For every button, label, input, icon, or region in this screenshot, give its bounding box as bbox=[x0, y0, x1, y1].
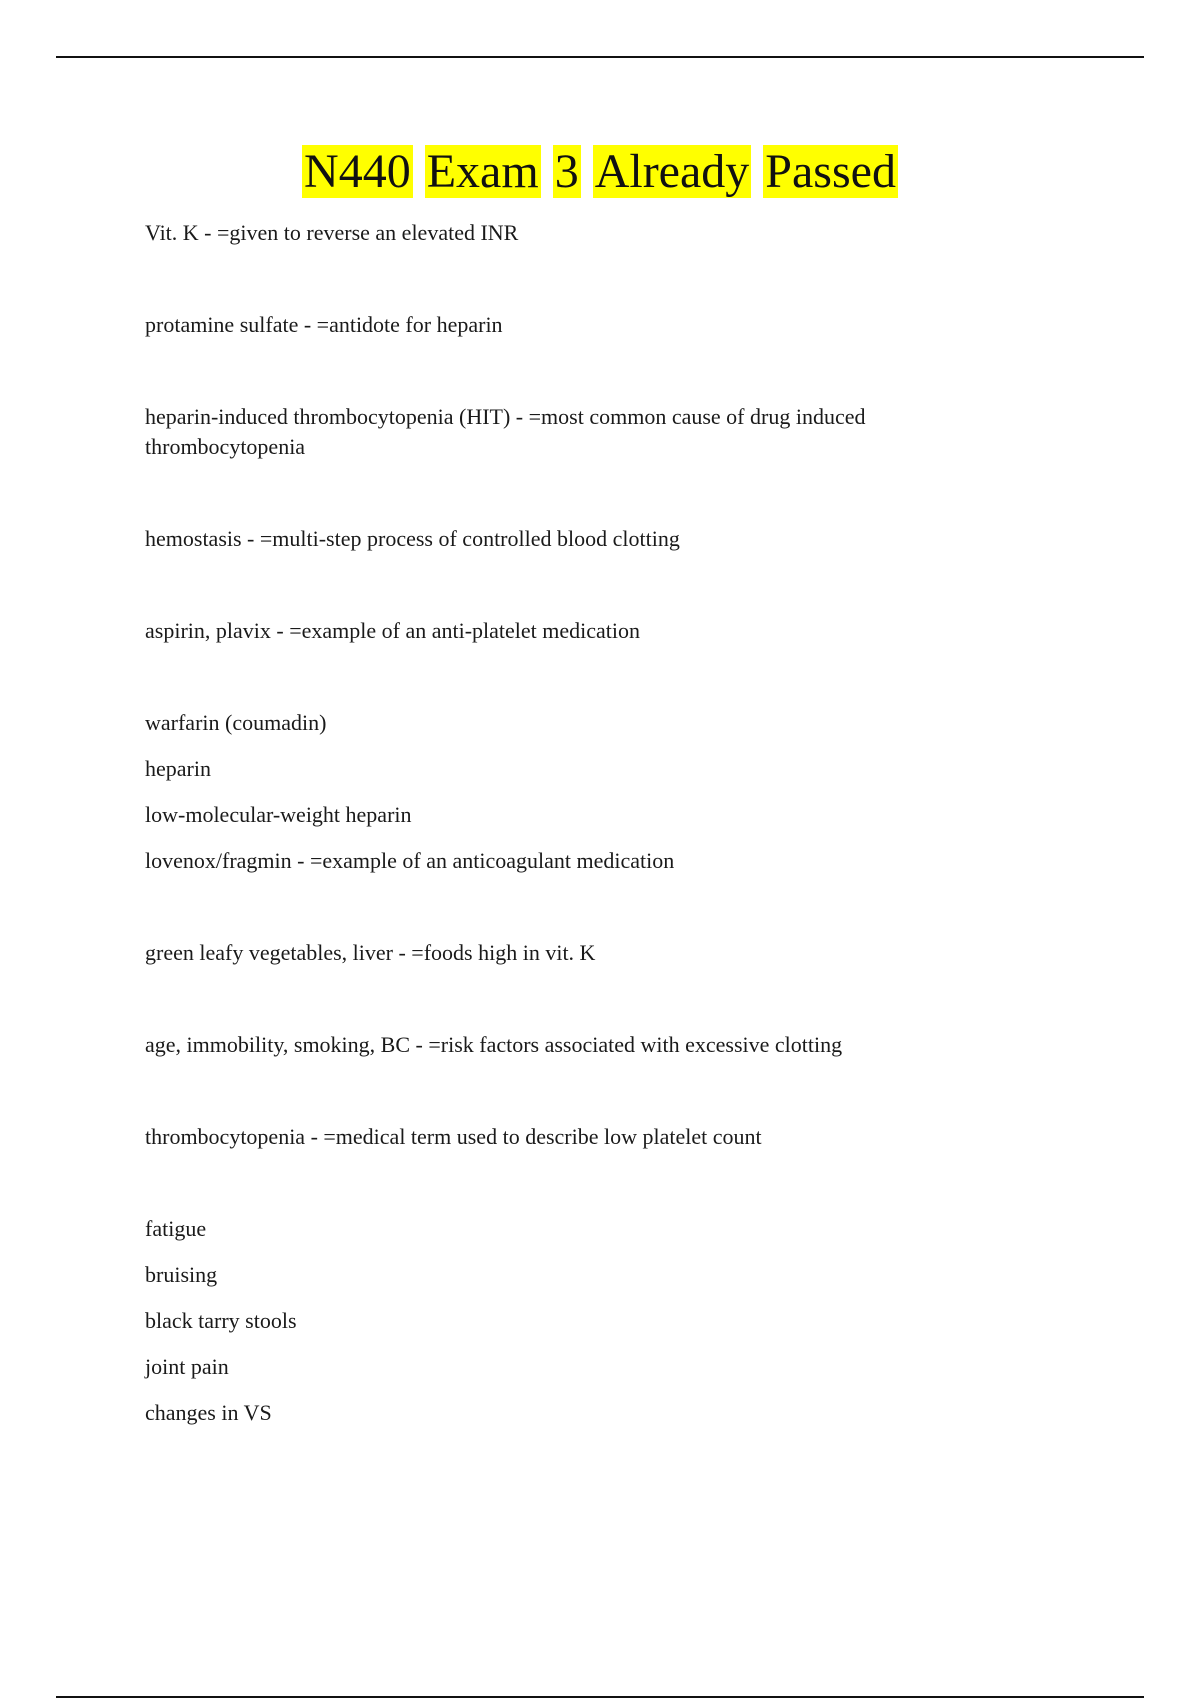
title-word-3: 3 bbox=[554, 145, 579, 198]
flashcard-entry bbox=[145, 1030, 1045, 1060]
entry-line: age, immobility, smoking, BC - =risk factors associated with excessive clotting bbox=[145, 1032, 843, 1057]
flashcard-entry bbox=[145, 310, 1045, 340]
entry-line: hemostasis - =multi-step process of controlled blood clotting bbox=[145, 526, 680, 551]
title-word-5: Passed bbox=[765, 145, 896, 198]
entry-line: Vit. K - =given to reverse an elevated INR bbox=[145, 220, 519, 245]
entry-line: thrombocytopenia - =medical term used to describe low platelet count bbox=[145, 1124, 762, 1149]
entry-line: aspirin, plavix - =example of an anti-platelet medication bbox=[145, 618, 641, 643]
flashcard-entry bbox=[145, 708, 1045, 876]
entry-line: fatigue bbox=[145, 1216, 207, 1241]
flashcard-entry bbox=[145, 218, 1045, 248]
page-title bbox=[0, 142, 1200, 202]
flashcard-entry bbox=[145, 616, 1045, 646]
entry-line: black tarry stools bbox=[145, 1308, 297, 1333]
flashcard-entry: heparin-induced thrombocytopenia (HIT) - =most common cause of drug induced thrombocytopenia bbox=[145, 404, 866, 459]
entry-line: heparin bbox=[145, 756, 211, 781]
flashcard-list bbox=[145, 218, 1045, 1428]
entry-line: joint pain bbox=[145, 1354, 229, 1379]
entry-line: bruising bbox=[145, 1262, 218, 1287]
entry-line: protamine sulfate - =antidote for heparin bbox=[145, 312, 503, 337]
entry-line: low-molecular-weight heparin bbox=[145, 802, 412, 827]
title-word-2: Exam bbox=[426, 145, 539, 198]
entry-line: lovenox/fragmin - =example of an anticoagulant medication bbox=[145, 848, 675, 873]
flashcard-entry bbox=[145, 1122, 1045, 1152]
flashcard-entry bbox=[145, 938, 1045, 968]
entry-line: warfarin (coumadin) bbox=[145, 710, 327, 735]
entry-line: changes in VS bbox=[145, 1400, 272, 1425]
title-word-1: N440 bbox=[304, 145, 411, 198]
header-rule bbox=[56, 56, 1144, 58]
flashcard-entry bbox=[145, 524, 1045, 554]
entry-line: green leafy vegetables, liver - =foods high in vit. K bbox=[145, 940, 596, 965]
title-word-4: Already bbox=[594, 145, 750, 198]
footer-rule bbox=[56, 1696, 1144, 1698]
flashcard-entry bbox=[145, 1214, 1045, 1428]
